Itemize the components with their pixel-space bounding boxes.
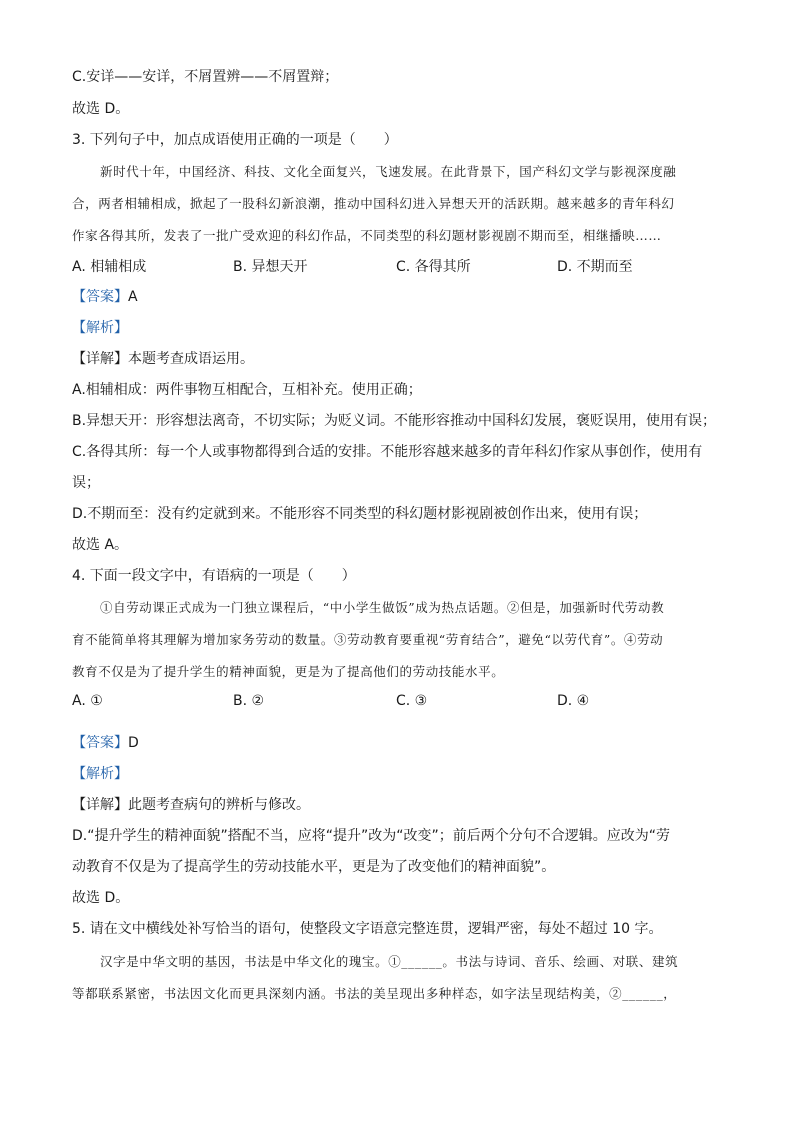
q3-detail-intro: 本题考查成语运用。 <box>128 351 254 367</box>
q3-explanation-a: A.相辅相成：两件事物互相配合，互相补充。使用正确； <box>72 382 422 398</box>
q3-explanation-c: C.各得其所：每一个人或事物都得到合适的安排。不能形容越来越多的青年科幻作家从事创作，使用有 <box>72 444 703 460</box>
q4-detail-label: 【详解】 <box>72 797 128 813</box>
q4-answer <box>72 734 139 752</box>
q4-analysis-tag: 【解析】 <box>72 766 128 782</box>
q3-detail-label: 【详解】 <box>72 351 128 367</box>
q2-conclusion: 故选 D。 <box>72 101 130 117</box>
q2-option-c-line: C.安详——安详，不屑置辨——不屑置辩； <box>72 69 339 85</box>
q3-explanation-b: B.异想天开：形容想法离奇，不切实际；为贬义词。不能形容推动中国科幻发展，褒贬误用，使用有误； <box>72 413 717 429</box>
q3-option-b: B. 异想天开 <box>233 259 308 275</box>
q3-passage-line-3: 作家各得其所，发表了一批广受欢迎的科幻作品，不同类型的科幻题材影视剧不期而至，相继播映…… <box>72 228 662 243</box>
q4-passage-line-1: ①自劳动课正式成为一门独立课程后，“中小学生做饭”成为热点话题。②但是，加强新时代劳动教 <box>100 600 665 615</box>
q4-conclusion: 故选 D。 <box>72 890 130 906</box>
q3-analysis-tag: 【解析】 <box>72 320 128 336</box>
q3-answer-value: A <box>128 289 138 305</box>
q3-option-d: D. 不期而至 <box>557 259 633 275</box>
q3-explanation-c-cont: 误； <box>72 475 100 491</box>
q4-passage-line-2: 育不能简单将其理解为增加家务劳动的数量。③劳动教育要重视“劳育结合”，避免“以劳代育”。④劳动 <box>72 632 664 647</box>
q5-passage-line-2: 等都联系紧密，书法因文化而更具深刻内涵。书法的美呈现出多种样态，如字法呈现结构美，②______， <box>72 986 677 1001</box>
q3-conclusion: 故选 A。 <box>72 537 129 553</box>
q4-stem: 4. 下面一段文字中，有语病的一项是（ ） <box>72 568 356 584</box>
q4-answer-value: D <box>128 735 139 751</box>
q4-option-d: D. ④ <box>557 693 590 709</box>
q4-detail-intro: 此题考查病句的辨析与修改。 <box>128 797 310 813</box>
q4-explanation-line-2: 动教育不仅是为了提高学生的劳动技能水平，更是为了改变他们的精神面貌”。 <box>72 859 556 875</box>
q4-passage-line-3: 教育不仅是为了提升学生的精神面貌，更是为了提高他们的劳动技能水平。 <box>72 664 505 679</box>
q4-detail <box>72 796 310 814</box>
q4-option-a: A. ① <box>72 693 103 709</box>
q3-answer <box>72 288 138 306</box>
q4-option-c: C. ③ <box>396 693 428 709</box>
q3-stem: 3. 下列句子中，加点成语使用正确的一项是（ ） <box>72 132 398 148</box>
q4-answer-label: 【答案】 <box>72 735 128 751</box>
q3-passage-line-2: 合，两者相辅相成，掀起了一股科幻新浪潮，推动中国科幻进入异想天开的活跃期。越来越多的青年科幻 <box>72 196 675 211</box>
q3-analysis-label <box>72 319 128 337</box>
q4-analysis-label <box>72 765 128 783</box>
q4-explanation-line-1: D.“提升学生的精神面貌”搭配不当，应将“提升”改为“改变”；前后两个分句不合逻辑。应改为“劳 <box>72 828 670 844</box>
q3-answer-label: 【答案】 <box>72 289 128 305</box>
q3-option-a: A. 相辅相成 <box>72 259 147 275</box>
q5-stem: 5. 请在文中横线处补写恰当的语句，使整段文字语意完整连贯，逻辑严密，每处不超过 10 字。 <box>72 921 663 937</box>
q5-passage-line-1: 汉字是中华文明的基因，书法是中华文化的瑰宝。①______。书法与诗词、音乐、绘画、对联、建筑 <box>100 954 679 969</box>
q3-explanation-d: D.不期而至：没有约定就到来。不能形容不同类型的科幻题材影视剧被创作出来，使用有误； <box>72 506 648 522</box>
q3-detail <box>72 350 254 368</box>
q3-option-c: C. 各得其所 <box>396 259 471 275</box>
q4-option-b: B. ② <box>233 693 265 709</box>
q3-passage-line-1: 新时代十年，中国经济、科技、文化全面复兴，飞速发展。在此背景下，国产科幻文学与影视深度融 <box>100 164 677 179</box>
